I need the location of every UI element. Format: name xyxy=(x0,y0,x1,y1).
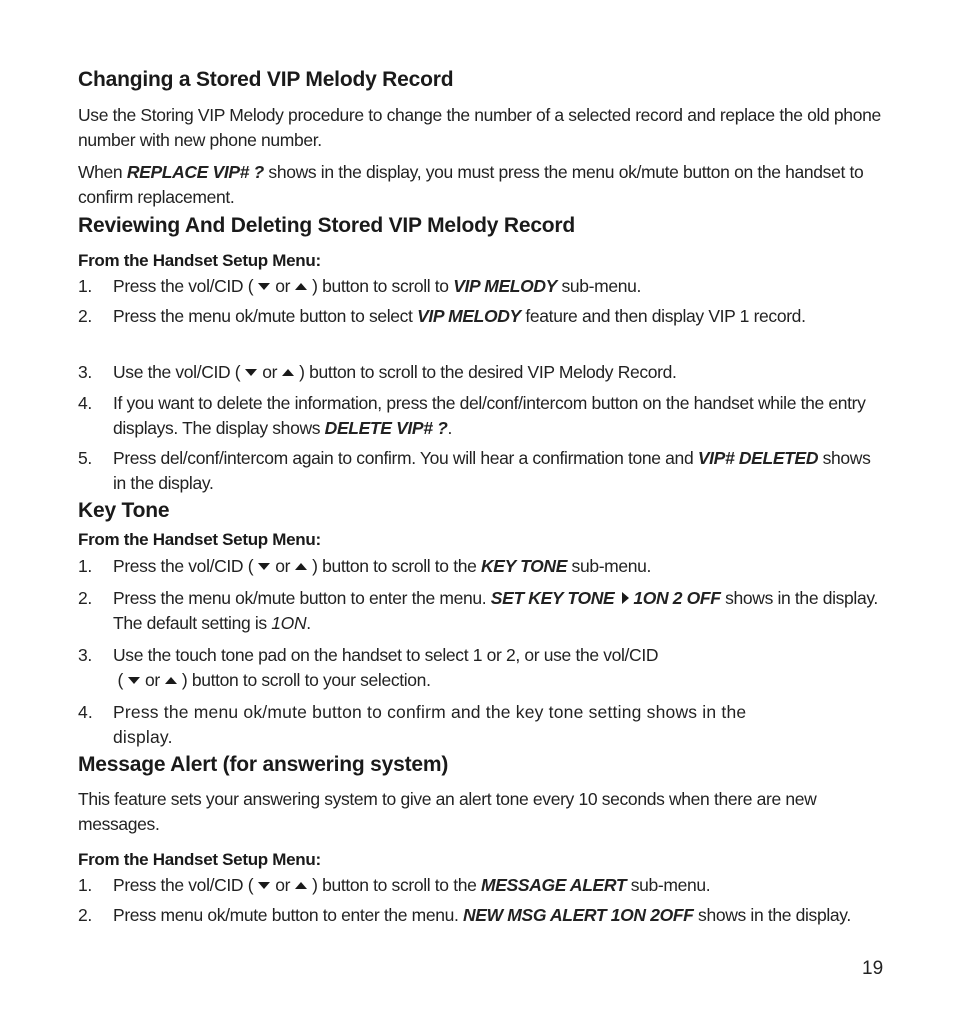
list-number: 2. xyxy=(78,306,92,326)
triangle-up-icon xyxy=(282,369,294,376)
list-item xyxy=(78,304,883,329)
text: or xyxy=(145,670,160,690)
text: If you want to delete the information, press the del/conf/intercom button on the handset while the entry displays. The display shows xyxy=(113,393,866,438)
triangle-down-icon xyxy=(258,882,270,889)
display-text: VIP# DELETED xyxy=(697,448,819,468)
default-setting-text: 1ON xyxy=(271,613,307,633)
list-number: 1. xyxy=(78,875,92,895)
list-number: 2. xyxy=(78,588,92,608)
list-number: 1. xyxy=(78,556,92,576)
list-number: 4. xyxy=(78,702,93,722)
subheading-handset-setup-menu: From the Handset Setup Menu: xyxy=(78,530,321,549)
text: Press the vol/CID ( xyxy=(113,276,254,296)
text: ) button to scroll to the xyxy=(312,556,481,576)
text: Use the touch tone pad on the handset to select 1 or 2, or use the vol/CID xyxy=(113,645,659,665)
list-item xyxy=(78,903,883,928)
display-text: KEY TONE xyxy=(481,556,568,576)
text: Press del/conf/intercom again to confirm. You will hear a confirmation tone and xyxy=(113,448,698,468)
list-item xyxy=(78,391,883,441)
text: When xyxy=(78,162,127,182)
text: Use the vol/CID ( xyxy=(113,362,241,382)
text: shows in the display. xyxy=(693,905,851,925)
text: or xyxy=(275,556,291,576)
text: sub-menu. xyxy=(626,875,711,895)
text: ) button to scroll to the xyxy=(312,875,481,895)
page-number: 19 xyxy=(862,958,884,979)
triangle-up-icon xyxy=(295,283,307,290)
text: sub-menu. xyxy=(557,276,642,296)
text: or xyxy=(275,875,291,895)
triangle-down-icon xyxy=(245,369,257,376)
triangle-down-icon xyxy=(258,283,270,290)
subheading-handset-setup-menu: From the Handset Setup Menu: xyxy=(78,850,321,869)
text: ) button to scroll to xyxy=(312,276,454,296)
section-heading-reviewing-deleting: Reviewing And Deleting Stored VIP Melody Record xyxy=(78,214,576,237)
list-number: 5. xyxy=(78,448,92,468)
text: or xyxy=(275,276,291,296)
triangle-up-icon xyxy=(295,882,307,889)
list-item xyxy=(78,274,883,299)
list-number: 4. xyxy=(78,393,92,413)
display-text: DELETE VIP# ? xyxy=(324,418,448,438)
text: shows in the display. The default setting is xyxy=(113,588,878,633)
list-number: 1. xyxy=(78,276,92,296)
triangle-down-icon xyxy=(258,563,270,570)
section-heading-key-tone: Key Tone xyxy=(78,499,170,522)
text: sub-menu. xyxy=(567,556,652,576)
text: . xyxy=(447,418,453,438)
section-heading-changing-vip: Changing a Stored VIP Melody Record xyxy=(78,68,454,91)
text: Press menu ok/mute button to enter the menu. xyxy=(113,905,464,925)
text: shows in the display. xyxy=(113,448,871,493)
text: . xyxy=(306,613,311,633)
paragraph-storing-procedure: Use the Storing VIP Melody procedure to change the number of a selected record and replace the old phone number with new phone number. xyxy=(78,105,881,150)
subheading-handset-setup-menu: From the Handset Setup Menu: xyxy=(78,251,321,270)
paragraph-replace-confirm xyxy=(78,160,888,210)
triangle-up-icon xyxy=(165,677,177,684)
list-item xyxy=(78,700,798,750)
triangle-down-icon xyxy=(128,677,140,684)
triangle-right-icon xyxy=(622,592,629,604)
list-item xyxy=(78,586,883,636)
text: ) button to scroll to the desired VIP Melody Record. xyxy=(299,362,677,382)
text: Press the vol/CID ( xyxy=(113,875,254,895)
section-heading-message-alert: Message Alert (for answering system) xyxy=(78,753,449,776)
paragraph-message-alert: This feature sets your answering system to give an alert tone every 10 seconds when there are new messages. xyxy=(78,789,817,834)
display-text-replace-vip: REPLACE VIP# ? xyxy=(126,162,264,182)
list-number: 3. xyxy=(78,362,92,382)
text: Press the menu ok/mute button to confirm and the key tone setting shows in the display. xyxy=(113,702,747,747)
triangle-up-icon xyxy=(295,563,307,570)
list-item xyxy=(78,873,883,898)
display-text: SET KEY TONE xyxy=(490,588,615,608)
text: Press the vol/CID ( xyxy=(113,556,254,576)
display-text: VIP MELODY xyxy=(417,306,521,326)
display-text: 1ON 2 OFF xyxy=(633,588,721,608)
list-number: 3. xyxy=(78,645,92,665)
display-text: NEW MSG ALERT 1ON 2OFF xyxy=(463,905,694,925)
list-item xyxy=(78,554,883,579)
display-text: VIP MELODY xyxy=(453,276,557,296)
list-number: 2. xyxy=(78,905,92,925)
list-item xyxy=(78,360,883,385)
text: or xyxy=(262,362,278,382)
list-item: 3. Use the touch tone pad on the handset to select 1 or 2, or use the vol/CID ( or ) button to scroll to your selection. xyxy=(78,645,659,690)
text: ) button to scroll to your selection. xyxy=(181,670,431,690)
text: feature and then display VIP 1 record. xyxy=(520,306,806,326)
text: Press the menu ok/mute button to enter the menu. xyxy=(113,588,491,608)
display-text: MESSAGE ALERT xyxy=(481,875,627,895)
list-item xyxy=(78,446,883,496)
text: Press the menu ok/mute button to select xyxy=(113,306,418,326)
text: shows in the display, you must press the menu ok/mute button on the handset to confirm replacement. xyxy=(78,162,864,207)
